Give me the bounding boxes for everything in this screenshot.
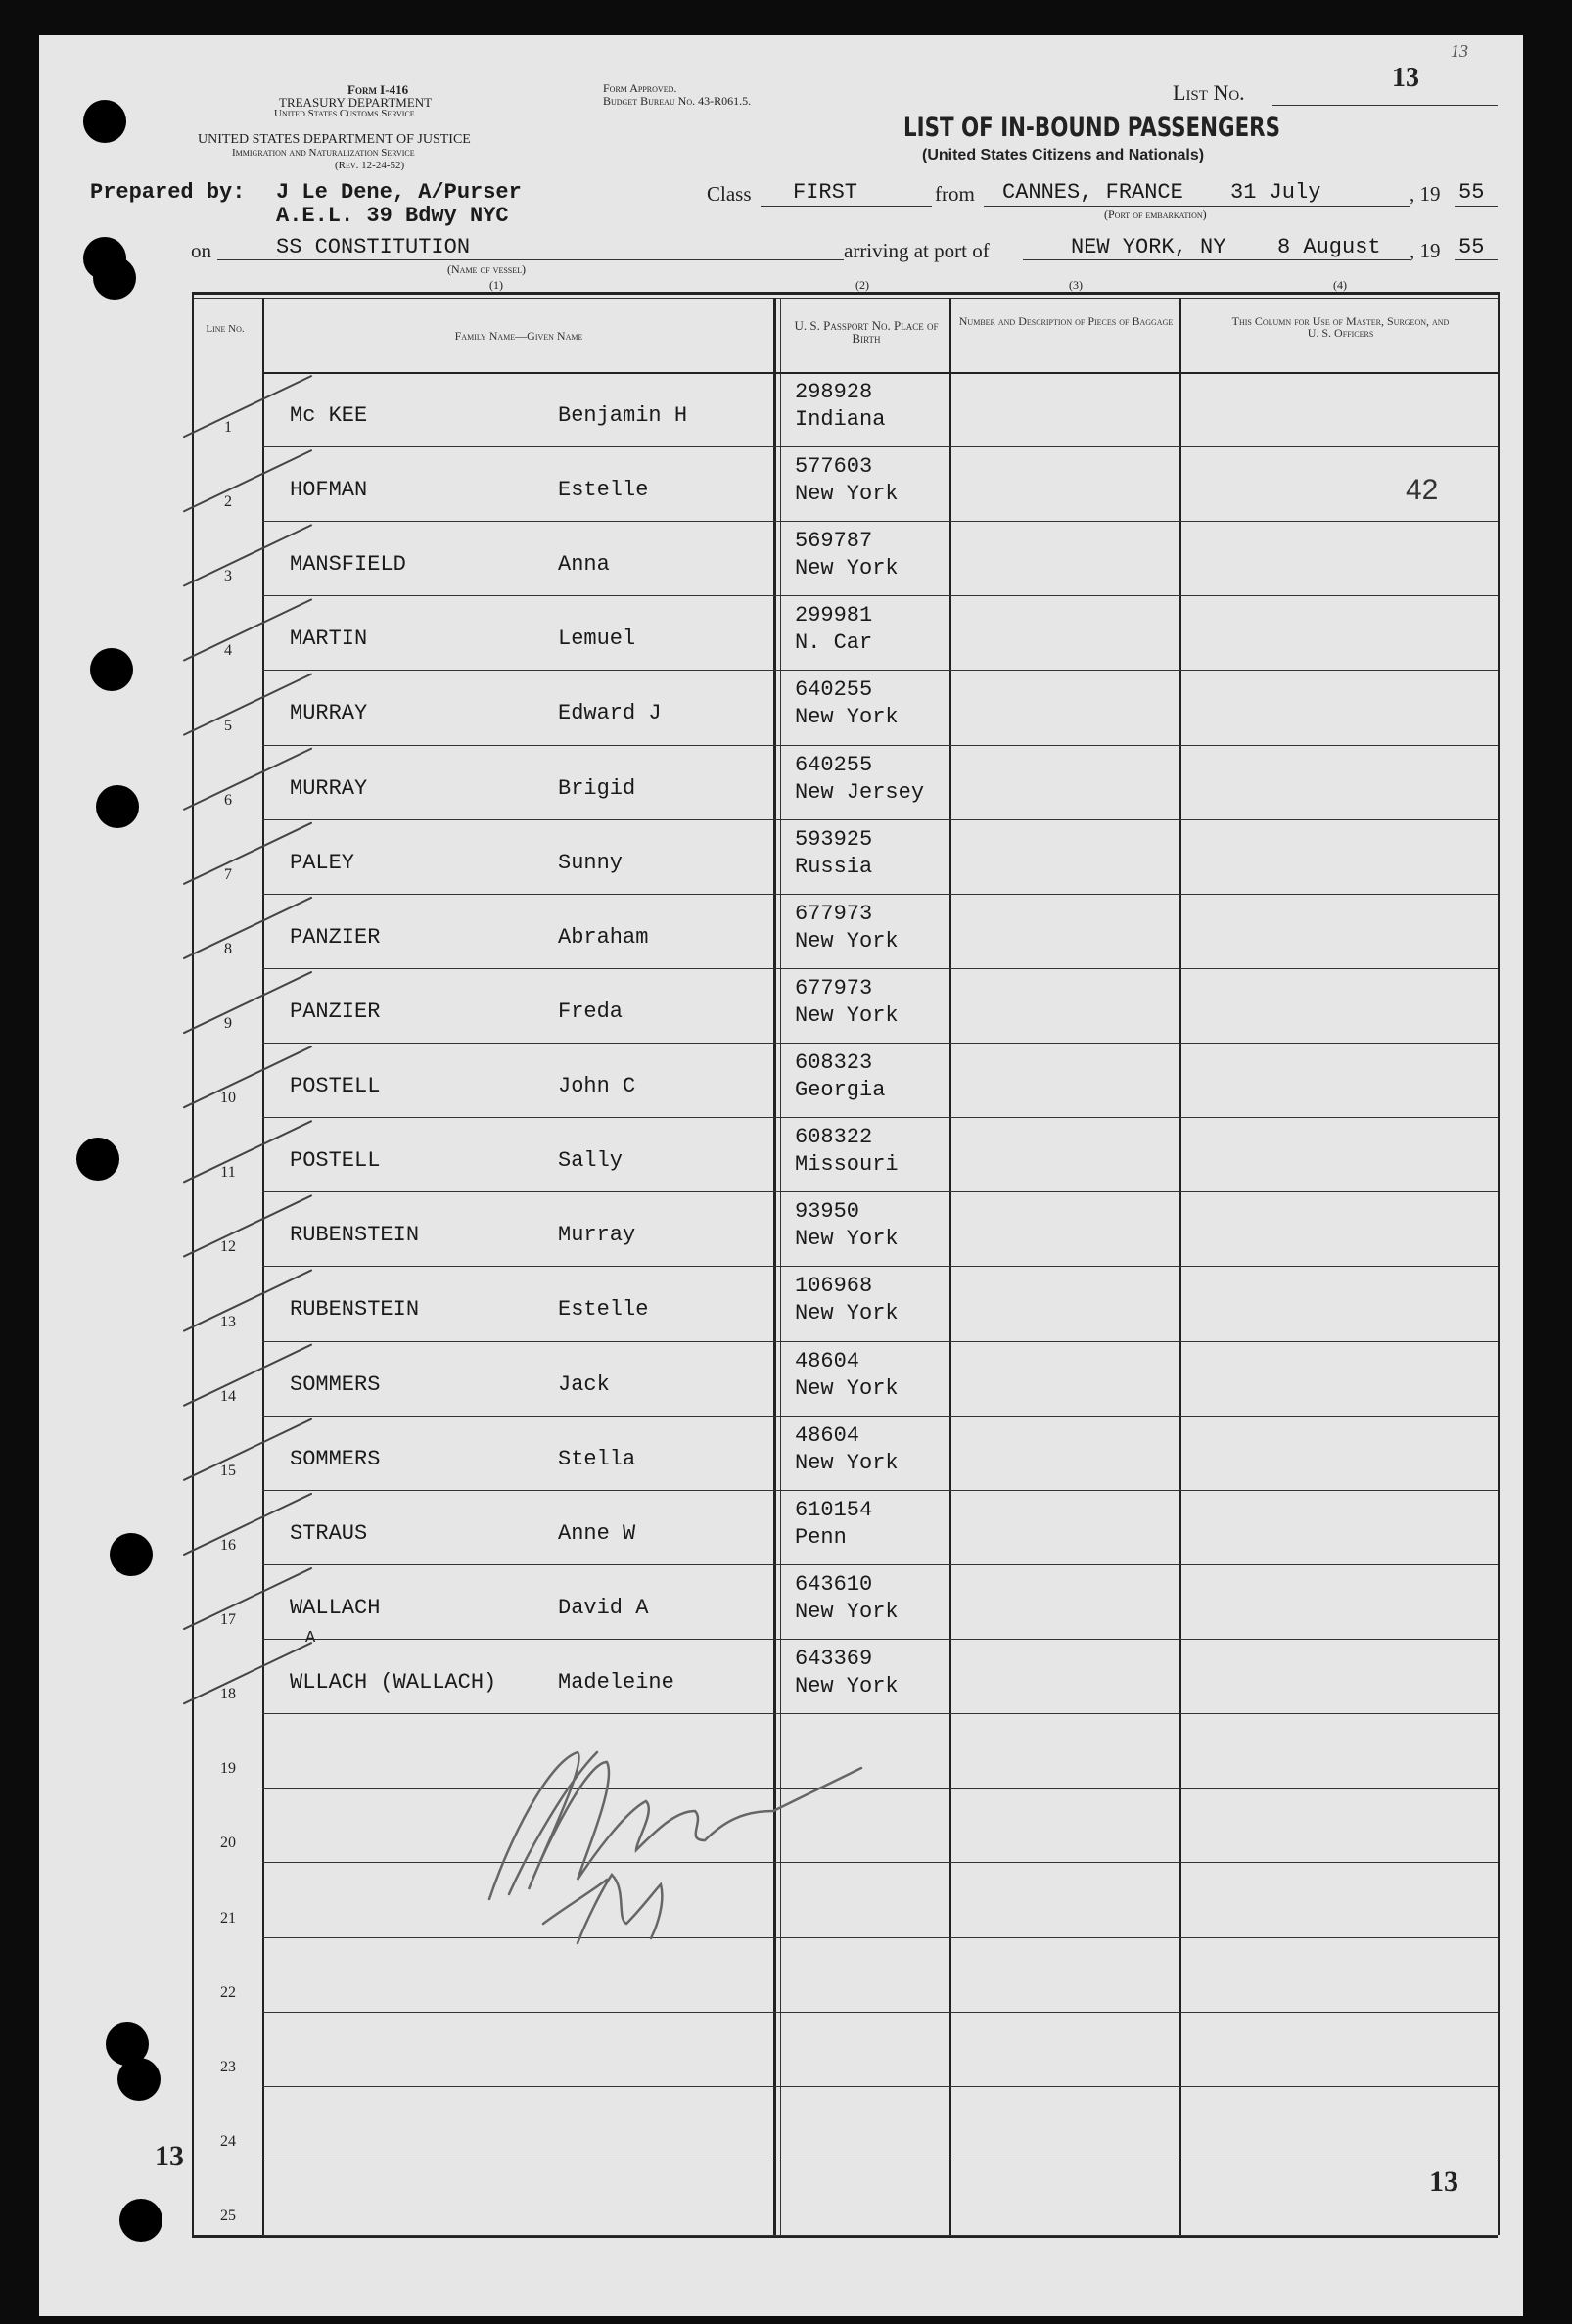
row-divider xyxy=(262,446,1498,447)
budget-bureau: Budget Bureau No. 43-R061.5. xyxy=(603,94,752,108)
row-divider xyxy=(262,745,1498,746)
row-divider xyxy=(262,1639,1498,1640)
row-divider xyxy=(262,819,1498,820)
officer-note: 42 xyxy=(1406,474,1439,506)
family-name: SOMMERS xyxy=(290,1446,381,1471)
row-line-number: 1 xyxy=(224,419,232,437)
place-of-birth: New York xyxy=(795,1599,899,1624)
from-underline xyxy=(984,206,1410,207)
passport-number: 640255 xyxy=(795,677,873,703)
vessel-underline xyxy=(217,259,844,260)
passport-number: 299981 xyxy=(795,603,873,628)
header-bottom-border xyxy=(262,372,1498,374)
family-name: SOMMERS xyxy=(290,1371,381,1397)
given-name: Stella xyxy=(558,1446,636,1471)
place-of-birth: New York xyxy=(795,556,899,581)
row-line-number: 20 xyxy=(220,1835,236,1852)
from-year-prefix: , 19 xyxy=(1410,182,1441,206)
given-name: Madeleine xyxy=(558,1670,674,1696)
row-divider xyxy=(262,1564,1498,1565)
row-line-number: 16 xyxy=(220,1536,236,1554)
family-name: HOFMAN xyxy=(290,478,368,503)
header-name: Family Name—Given Name xyxy=(454,329,583,343)
family-name: PANZIER xyxy=(290,924,381,950)
row-divider xyxy=(262,1937,1498,1938)
row-line-number: 21 xyxy=(220,1909,236,1927)
list-no-label: List No. xyxy=(1173,80,1245,105)
arriving-year-underline xyxy=(1455,259,1498,260)
revision: (Rev. 12-24-52) xyxy=(335,160,405,171)
family-name: RUBENSTEIN xyxy=(290,1223,420,1248)
port-label: (Port of embarkation) xyxy=(1104,208,1207,221)
passport-number: 593925 xyxy=(795,826,873,852)
row-line-number: 11 xyxy=(220,1164,236,1182)
family-name: PANZIER xyxy=(290,999,381,1024)
justice-dept: UNITED STATES DEPARTMENT OF JUSTICE xyxy=(198,132,471,147)
header-line-no: Line No. xyxy=(206,323,245,335)
form-number: Form I-416 xyxy=(347,82,409,97)
arriving-year-prefix: , 19 xyxy=(1410,239,1441,262)
class-underline xyxy=(761,206,932,207)
given-name: Sally xyxy=(558,1148,624,1174)
row-divider xyxy=(262,968,1498,969)
place-of-birth: New York xyxy=(795,482,899,507)
prepared-label: Prepared by: xyxy=(90,180,246,205)
family-name: MURRAY xyxy=(290,701,368,726)
class-label: Class xyxy=(707,182,752,206)
family-name: PALEY xyxy=(290,850,355,875)
family-name: STRAUS xyxy=(290,1520,368,1546)
list-no-note: 13 xyxy=(1451,41,1468,61)
family-name: WALLACH xyxy=(290,1595,381,1620)
passport-number: 677973 xyxy=(795,975,873,1000)
passport-number: 569787 xyxy=(795,529,873,554)
given-name: Estelle xyxy=(558,1297,649,1323)
table-top-border-2 xyxy=(192,298,1498,299)
row-line-number: 19 xyxy=(220,1760,236,1778)
arriving-value: NEW YORK, NY xyxy=(1071,235,1226,259)
given-name: Benjamin H xyxy=(558,403,688,428)
row-divider xyxy=(262,2012,1498,2013)
passport-number: 93950 xyxy=(795,1199,860,1225)
family-name: MURRAY xyxy=(290,775,368,801)
given-name: Murray xyxy=(558,1223,636,1248)
from-year: 55 xyxy=(1458,180,1485,205)
family-name: POSTELL xyxy=(290,1148,381,1174)
row-divider xyxy=(262,2086,1498,2087)
passport-number: 677973 xyxy=(795,901,873,926)
from-label: from xyxy=(935,182,975,206)
row-divider xyxy=(262,1862,1498,1863)
col2-label: (2) xyxy=(855,278,869,292)
given-name: Abraham xyxy=(558,924,649,950)
class-value: FIRST xyxy=(793,180,858,205)
form-approved: Form Approved. xyxy=(603,81,677,95)
row-divider xyxy=(262,670,1498,671)
given-name: Anna xyxy=(558,552,610,578)
given-name: John C xyxy=(558,1074,636,1099)
place-of-birth: New York xyxy=(795,705,899,730)
passport-number: 106968 xyxy=(795,1274,873,1299)
row-line-number: 12 xyxy=(220,1238,236,1256)
row-line-number: 18 xyxy=(220,1686,236,1703)
row-divider xyxy=(262,1117,1498,1118)
passport-number: 643369 xyxy=(795,1647,873,1672)
family-name: MANSFIELD xyxy=(290,552,406,578)
given-name: Edward J xyxy=(558,701,662,726)
arriving-date: 8 August xyxy=(1277,235,1381,259)
punch-hole xyxy=(119,2199,162,2242)
prepared-line1: J Le Dene, A/Purser xyxy=(276,180,522,205)
row-divider xyxy=(262,521,1498,522)
punch-hole xyxy=(96,785,139,828)
header-passport: U. S. Passport No. Place of Birth xyxy=(794,318,939,346)
on-label: on xyxy=(191,239,211,262)
row-line-number: 2 xyxy=(224,493,232,511)
place-of-birth: New York xyxy=(795,1375,899,1401)
row-line-number: 4 xyxy=(224,642,232,660)
from-value: CANNES, FRANCE xyxy=(1002,180,1183,205)
table-left-border xyxy=(192,292,194,2235)
passport-number: 608322 xyxy=(795,1125,873,1150)
passport-number: 48604 xyxy=(795,1422,860,1448)
from-date: 31 July xyxy=(1230,180,1321,205)
document-title: LIST OF IN-BOUND PASSENGERS xyxy=(903,113,1281,143)
place-of-birth: New York xyxy=(795,1674,899,1699)
arriving-underline xyxy=(1023,259,1410,260)
passport-number: 643610 xyxy=(795,1571,873,1597)
row-line-number: 22 xyxy=(220,1983,236,2001)
punch-hole xyxy=(76,1138,119,1181)
document-subtitle: (United States Citizens and Nationals) xyxy=(922,147,1205,163)
place-of-birth: Russia xyxy=(795,854,873,879)
row-line-number: 10 xyxy=(220,1090,236,1107)
given-name: Freda xyxy=(558,999,624,1024)
punch-hole xyxy=(90,648,133,691)
punch-hole xyxy=(83,100,126,143)
family-name: RUBENSTEIN xyxy=(290,1297,420,1323)
header-baggage: Number and Description of Pieces of Baggage xyxy=(958,314,1174,328)
passport-number: 610154 xyxy=(795,1497,873,1522)
place-of-birth: Georgia xyxy=(795,1078,886,1103)
insert-mark-a: A xyxy=(305,1629,316,1648)
row-divider xyxy=(262,1266,1498,1267)
row-line-number: 7 xyxy=(224,865,232,883)
row-divider xyxy=(262,894,1498,895)
place-of-birth: Penn xyxy=(795,1524,847,1550)
row-line-number: 25 xyxy=(220,2208,236,2224)
row-line-number: 13 xyxy=(220,1313,236,1330)
given-name: Estelle xyxy=(558,478,649,503)
punch-hole xyxy=(93,256,136,300)
passport-number: 640255 xyxy=(795,752,873,777)
row-divider xyxy=(262,595,1498,596)
ins-service: Immigration and Naturalization Service xyxy=(232,147,415,159)
row-divider xyxy=(262,1490,1498,1491)
passport-number: 577603 xyxy=(795,454,873,480)
place-of-birth: New York xyxy=(795,1450,899,1475)
row-divider xyxy=(262,1416,1498,1417)
punch-hole xyxy=(117,2058,161,2101)
col4-label: (4) xyxy=(1333,278,1347,292)
list-no-value: 13 xyxy=(1392,63,1419,93)
family-name: Mc KEE xyxy=(290,403,368,428)
vessel-value: SS CONSTITUTION xyxy=(276,235,471,259)
row-divider xyxy=(262,1043,1498,1044)
passport-number: 608323 xyxy=(795,1050,873,1076)
prepared-line2: A.E.L. 39 Bdwy NYC xyxy=(276,204,509,228)
row-divider xyxy=(262,1788,1498,1789)
table-top-border xyxy=(192,292,1498,295)
row-line-number: 24 xyxy=(220,2132,236,2150)
family-name: MARTIN xyxy=(290,627,368,652)
row-divider xyxy=(262,1713,1498,1714)
passport-number: 298928 xyxy=(795,380,873,404)
row-line-number: 9 xyxy=(224,1015,232,1033)
col3-label: (3) xyxy=(1069,278,1083,292)
header-officers: This Column for Use of Master, Surgeon, and U. S. Officers xyxy=(1231,314,1450,340)
place-of-birth: Missouri xyxy=(795,1152,899,1178)
given-name: Jack xyxy=(558,1371,610,1397)
row-line-number: 8 xyxy=(224,940,232,957)
given-name: Lemuel xyxy=(558,627,636,652)
row-divider xyxy=(262,2235,1498,2236)
punch-hole xyxy=(110,1533,153,1576)
family-name: POSTELL xyxy=(290,1074,381,1099)
place-of-birth: New York xyxy=(795,1002,899,1028)
place-of-birth: New York xyxy=(795,928,899,953)
vessel-label: (Name of vessel) xyxy=(447,262,526,276)
place-of-birth: New Jersey xyxy=(795,779,925,805)
row-line-number: 15 xyxy=(220,1462,236,1479)
row-line-number: 6 xyxy=(224,791,232,809)
row-line-number: 23 xyxy=(220,2058,236,2075)
treasury-dept: TREASURY DEPARTMENT xyxy=(279,95,433,110)
row-line-number: 5 xyxy=(224,717,232,734)
row-line-number: 14 xyxy=(220,1387,236,1405)
row-line-number: 17 xyxy=(220,1611,236,1629)
row-line-number: 3 xyxy=(224,568,232,585)
place-of-birth: Indiana xyxy=(795,407,886,432)
given-name: Brigid xyxy=(558,775,636,801)
row-divider xyxy=(262,1341,1498,1342)
table-right-border xyxy=(1498,292,1500,2235)
place-of-birth: New York xyxy=(795,1301,899,1326)
given-name: David A xyxy=(558,1595,649,1620)
arriving-year: 55 xyxy=(1458,235,1485,259)
margin-number-right: 13 xyxy=(1429,2165,1458,2198)
year-underline xyxy=(1455,206,1498,207)
place-of-birth: N. Car xyxy=(795,630,873,656)
row-divider xyxy=(262,1191,1498,1192)
given-name: Sunny xyxy=(558,850,624,875)
given-name: Anne W xyxy=(558,1520,636,1546)
vessel-col: (1) xyxy=(489,278,503,292)
arriving-label: arriving at port of xyxy=(844,239,990,262)
place-of-birth: New York xyxy=(795,1227,899,1252)
family-name: WLLACH (WALLACH) xyxy=(290,1670,497,1696)
margin-number-left: 13 xyxy=(155,2140,184,2172)
passport-number: 48604 xyxy=(795,1348,860,1373)
customs-service: United States Customs Service xyxy=(274,108,415,119)
list-no-line xyxy=(1272,105,1498,106)
